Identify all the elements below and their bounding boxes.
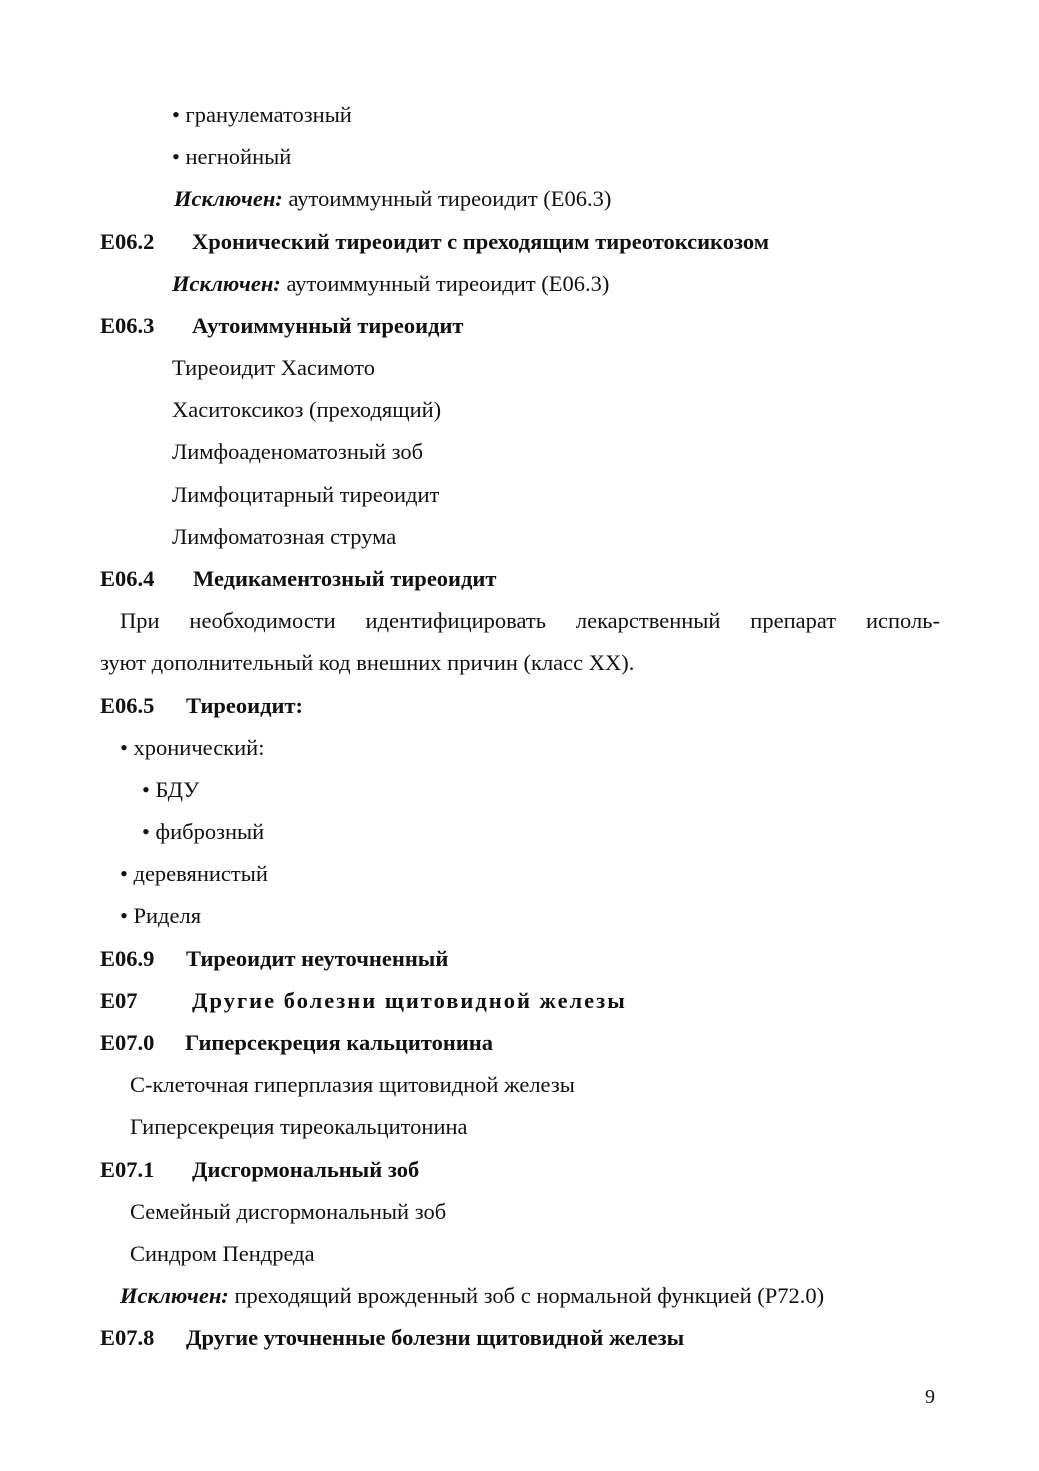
list-item: • Риделя — [120, 903, 202, 928]
code-title: Аутоиммунный тиреоидит — [192, 313, 464, 338]
exclusion-label: Исключен: — [120, 1283, 229, 1308]
exclusion-text: преходящий врожденный зоб с нормальной функцией (Р72.0) — [228, 1283, 825, 1308]
code-label: Е07 — [100, 988, 138, 1013]
code-title: Хронический тиреоидит с преходящим тиреотоксикозом — [192, 229, 770, 254]
list-item: • фиброзный — [142, 819, 265, 844]
note-line: При необходимости идентифицировать лекарственный препарат исполь- — [120, 608, 940, 633]
list-item: • гранулематозный — [172, 102, 352, 127]
code-title: Медикаментозный тиреоидит — [193, 566, 497, 591]
list-item: Лимфоаденоматозный зоб — [172, 439, 424, 464]
code-title: Гиперсекреция кальцитонина — [185, 1030, 493, 1055]
list-item: Семейный дисгормональный зоб — [130, 1199, 447, 1224]
list-item: Лимфоцитарный тиреоидит — [172, 482, 440, 507]
code-heading-e069 — [0, 944, 1039, 974]
code-label: Е06.2 — [100, 229, 155, 254]
code-label: Е07.0 — [100, 1030, 155, 1055]
code-heading-e062 — [0, 227, 1039, 257]
code-title: Тиреоидит неуточненный — [186, 946, 449, 971]
code-heading-e078 — [0, 1323, 1039, 1353]
code-label: Е06.5 — [100, 693, 155, 718]
code-label: Е06.9 — [100, 946, 155, 971]
list-item: Гиперсекреция тиреокальцитонина — [130, 1114, 468, 1139]
code-label: Е07.8 — [100, 1325, 155, 1350]
list-item: • хронический: — [120, 735, 265, 760]
code-label: Е07.1 — [100, 1157, 155, 1182]
code-heading-e071 — [0, 1155, 1039, 1185]
exclusion-note — [0, 184, 1039, 214]
exclusion-text: аутоиммунный тиреоидит (Е06.3) — [282, 186, 612, 211]
note-line: зуют дополнительный код внешних причин (класс XX). — [100, 650, 635, 675]
code-heading-e070 — [0, 1028, 1039, 1058]
list-item: • БДУ — [142, 777, 200, 802]
note-paragraph — [0, 648, 1039, 678]
code-heading-e065 — [0, 691, 1039, 721]
exclusion-note — [0, 1281, 1039, 1311]
code-heading-e063 — [0, 311, 1039, 341]
code-title: Тиреоидит: — [186, 693, 304, 718]
exclusion-label: Исключен: — [174, 186, 283, 211]
note-paragraph — [0, 606, 1039, 636]
code-title: Дисгормональный зоб — [192, 1157, 420, 1182]
exclusion-note — [0, 269, 1039, 299]
block-heading-e07 — [0, 986, 1039, 1016]
list-item: Лимфоматозная струма — [172, 524, 397, 549]
code-label: Е06.4 — [100, 566, 155, 591]
list-item: Хаситоксикоз (преходящий) — [172, 397, 442, 422]
page-number: 9 — [925, 1386, 935, 1408]
code-heading-e064 — [0, 564, 1039, 594]
list-item: • негнойный — [172, 144, 292, 169]
exclusion-text: аутоиммунный тиреоидит (Е06.3) — [280, 271, 610, 296]
list-item: Тиреоидит Хасимото — [172, 355, 375, 380]
code-title: Другие болезни щитовидной железы — [192, 988, 627, 1013]
list-item: С-клеточная гиперплазия щитовидной железы — [130, 1072, 575, 1097]
list-item: Синдром Пендреда — [130, 1241, 315, 1266]
code-title: Другие уточненные болезни щитовидной железы — [186, 1325, 685, 1350]
list-item: • деревянистый — [120, 861, 268, 886]
exclusion-label: Исключен: — [172, 271, 281, 296]
code-label: Е06.3 — [100, 313, 155, 338]
